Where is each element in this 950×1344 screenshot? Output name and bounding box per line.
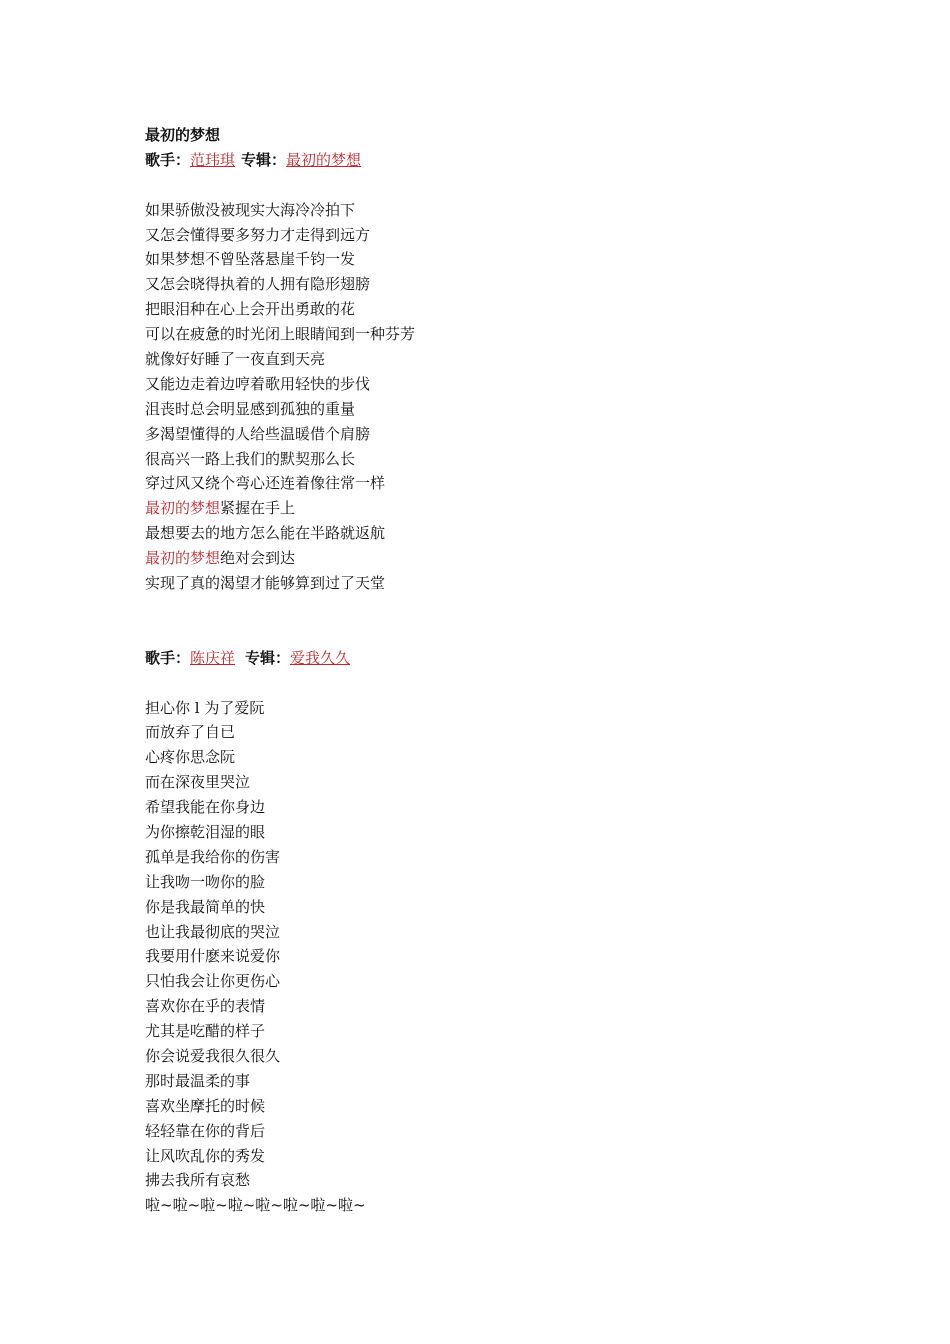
highlighted-title: 最初的梦想	[145, 549, 221, 568]
lyric-line: 可以在疲惫的时光闭上眼睛闻到一种芬芳	[145, 325, 416, 344]
lyric-line: 心疼你思念阮	[145, 748, 236, 767]
artist-link[interactable]: 陈庆祥	[190, 648, 236, 667]
lyric-line: 也让我最彻底的哭泣	[145, 922, 281, 941]
lyrics-block	[145, 198, 905, 596]
lyric-line: 又怎会晓得执着的人拥有隐形翅膀	[145, 275, 371, 294]
lyric-line: 希望我能在你身边	[145, 798, 266, 817]
lyric-line: 那时最温柔的事	[145, 1071, 251, 1090]
lyric-line: 就像好好睡了一夜直到天亮	[145, 350, 326, 369]
lyric-line: 最想要去的地方怎么能在半路就返航	[145, 524, 386, 543]
album-label: 专辑：	[245, 648, 291, 667]
album-label: 专辑：	[241, 150, 287, 169]
lyric-line: 很高兴一路上我们的默契那么长	[145, 449, 356, 468]
song-title: 最初的梦想	[145, 126, 221, 144]
lyric-line: 多渴望懂得的人给些温暖借个肩膀	[145, 424, 371, 443]
lyric-line: 实现了真的渴望才能够算到过了天堂	[145, 574, 386, 593]
lyrics-block	[145, 696, 905, 1219]
lyric-line: 担心你 l 为了爱阮	[145, 698, 265, 717]
lyric-line: 喜欢坐摩托的时候	[145, 1096, 266, 1115]
album-link[interactable]: 最初的梦想	[286, 150, 362, 169]
lyric-line: 啦~啦~啦~啦~啦~啦~啦~啦~	[145, 1196, 366, 1215]
lyric-line-chorus	[145, 496, 905, 521]
lyric-line: 为你擦乾泪湿的眼	[145, 822, 266, 841]
lyric-line: 喜欢你在乎的表情	[145, 997, 266, 1016]
lyric-line: 你会说爱我很久很久	[145, 1046, 281, 1065]
lyric-line: 穿过风又绕个弯心还连着像往常一样	[145, 474, 386, 493]
highlighted-title: 最初的梦想	[145, 499, 221, 518]
artist-label: 歌手：	[145, 648, 191, 667]
artist-link[interactable]: 范玮琪	[190, 150, 236, 169]
artist-label: 歌手：	[145, 150, 191, 169]
song-meta	[145, 148, 905, 173]
lyric-line: 孤单是我给你的伤害	[145, 847, 281, 866]
lyric-line: 而在深夜里哭泣	[145, 773, 251, 792]
lyric-line: 让我吻一吻你的脸	[145, 872, 266, 891]
lyric-line-chorus	[145, 546, 905, 571]
lyric-line: 轻轻靠在你的背后	[145, 1121, 266, 1140]
lyric-line: 让风吹乱你的秀发	[145, 1146, 266, 1165]
lyric-line: 把眼泪种在心上会开出勇敢的花	[145, 300, 356, 319]
lyric-line: 尤其是吃醋的样子	[145, 1022, 266, 1041]
lyric-line: 如果梦想不曾坠落悬崖千钧一发	[145, 250, 356, 269]
album-link[interactable]: 爱我久久	[290, 648, 351, 667]
lyric-line: 又能边走着边哼着歌用轻快的步伐	[145, 374, 371, 393]
lyric-line: 只怕我会让你更伤心	[145, 972, 281, 991]
lyric-line: 又怎会懂得要多努力才走得到远方	[145, 225, 371, 244]
document-page	[145, 123, 905, 1218]
lyric-line: 而放弃了自已	[145, 723, 236, 742]
lyric-line: 如果骄傲没被现实大海冷冷拍下	[145, 200, 356, 219]
song-meta	[145, 646, 905, 671]
lyric-text: 绝对会到达	[220, 549, 296, 568]
lyric-line: 我要用什麽来说爱你	[145, 947, 281, 966]
lyric-text: 紧握在手上	[220, 499, 296, 518]
lyric-line: 沮丧时总会明显感到孤独的重量	[145, 399, 356, 418]
lyric-line: 你是我最简单的快	[145, 897, 266, 916]
lyric-line: 拂去我所有哀愁	[145, 1171, 251, 1190]
